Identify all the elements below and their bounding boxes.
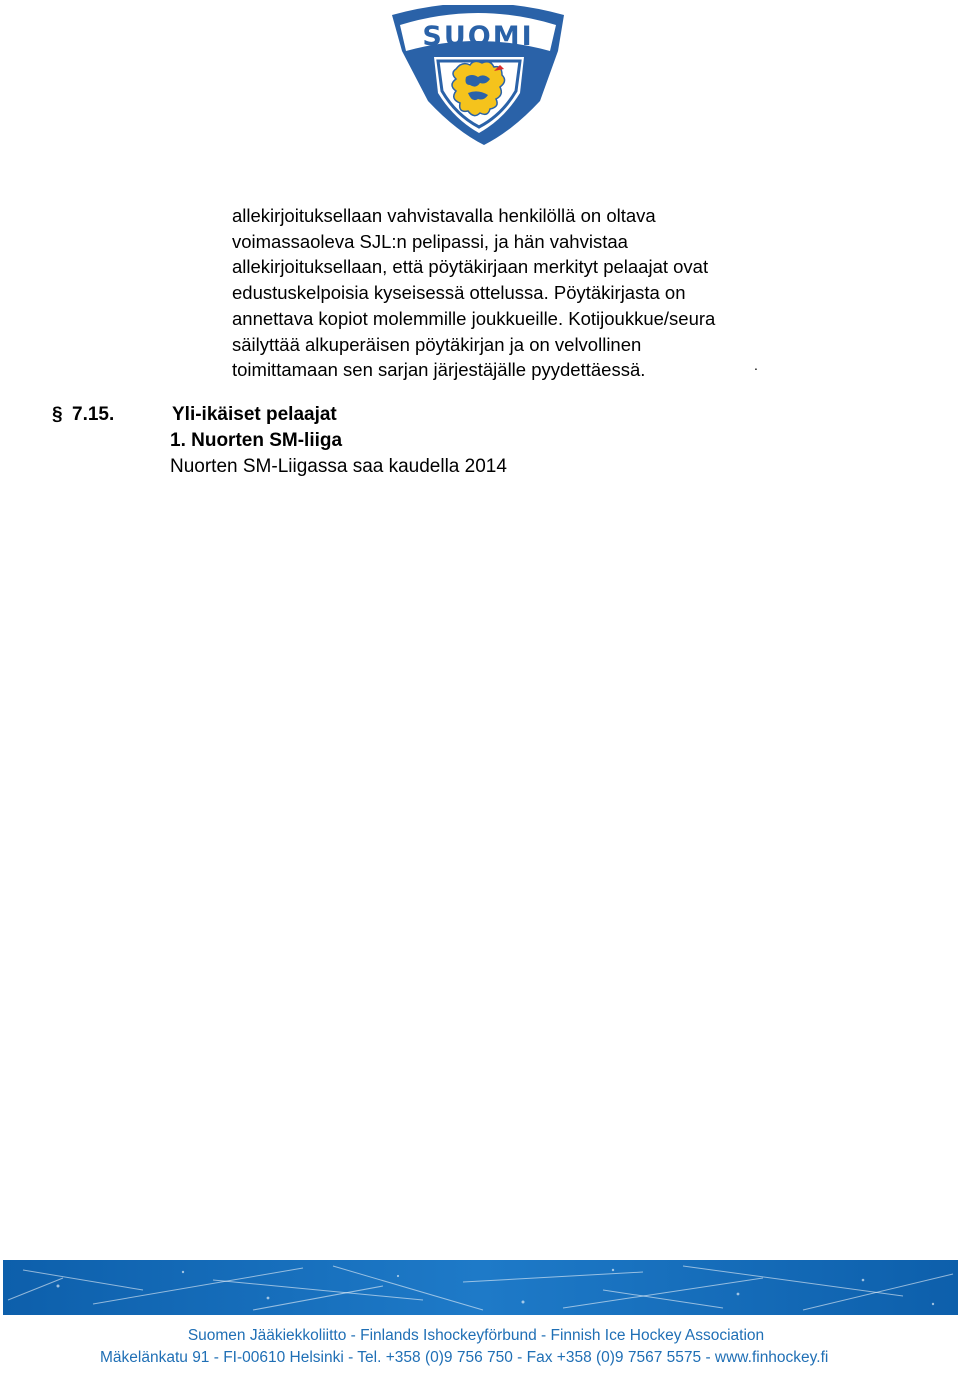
svg-text:SUOMI: SUOMI: [422, 21, 534, 52]
paragraph-line: allekirjoituksellaan vahvistavalla henkilöllä on oltava: [232, 205, 656, 226]
footer-contact: Mäkelänkatu 91 - FI-00610 Helsinki - Tel. +358 (0)9 756 750 - Fax +358 (0)9 7567 5575 - www.finhockey.fi: [100, 1349, 829, 1366]
section-number: 7.15.: [72, 404, 115, 425]
stray-dot: .: [754, 357, 758, 373]
section-heading: [52, 404, 337, 426]
paragraph-line: edustuskelpoisia kyseisessä ottelussa. Pöytäkirjasta on: [232, 282, 686, 304]
footer-organization: Suomen Jääkiekkoliitto - Finlands Ishockeyförbund - Finnish Ice Hockey Association: [187, 1327, 765, 1344]
paragraph-line: annettava kopiot molemmille joukkueille. Kotijoukkue/seura: [232, 307, 716, 329]
footer-band: [3, 1260, 958, 1315]
paragraph-line: allekirjoituksellaan, että pöytäkirjaan merkityt pelaajat ovat: [232, 256, 709, 278]
section-title: Yli-ikäiset pelaajat: [172, 404, 337, 425]
paragraph-line: voimassaoleva SJL:n pelipassi, ja hän vahvistaa: [232, 230, 628, 252]
suomi-logo: [388, 5, 568, 147]
body-paragraph: [232, 203, 852, 383]
paragraph-line: toimittamaan sen sarjan järjestäjälle pyydettäessä.: [232, 359, 646, 381]
subsection-text: Nuorten SM-Liigassa saa kaudella 2014: [170, 456, 507, 477]
paragraph-line: säilyttää alkuperäisen pöytäkirjan ja on velvollinen: [232, 333, 642, 355]
subsection-heading: 1. Nuorten SM-liiga: [170, 430, 343, 451]
section-symbol: §: [52, 404, 63, 425]
